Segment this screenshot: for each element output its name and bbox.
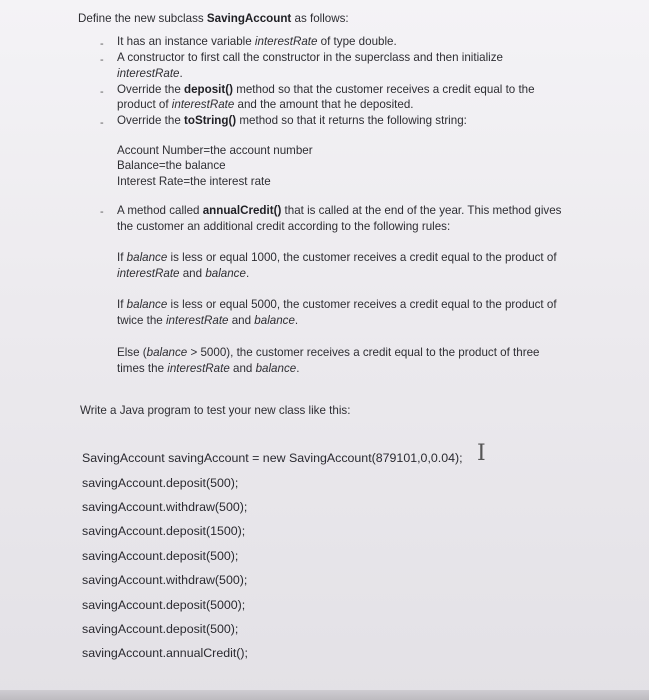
rule-1-line2 [117, 266, 249, 282]
method-name: deposit() [184, 83, 233, 96]
bullet-annual-credit-line1 [117, 203, 561, 219]
rule-text: times the [117, 362, 168, 375]
bullet-marker: - [100, 86, 104, 98]
field-name: interestRate [117, 67, 180, 80]
punctuation: . [296, 362, 300, 375]
program-intro: Write a Java program to test your new class like this: [80, 404, 351, 417]
bullet-text-end: that is called at the end of the year. This method gives [281, 204, 562, 217]
variable-name: interestRate [117, 267, 180, 280]
bullet-text-end: method so that it returns the following string: [236, 114, 467, 127]
variable-name: balance [254, 314, 295, 327]
code-line: savingAccount.withdraw(500); [82, 573, 248, 587]
page-bottom-edge [0, 690, 649, 700]
bullet-text: product of [117, 98, 172, 111]
intro-text: Define the new subclass [78, 12, 207, 25]
output-balance: Balance=the balance [117, 159, 226, 172]
text-cursor-icon: I [477, 441, 486, 466]
field-name: interestRate [254, 35, 318, 48]
rule-text: is less or equal 5000, the customer receives a credit equal to the product of [167, 298, 557, 311]
bullet-text: Override the [117, 114, 185, 127]
variable-name: balance [205, 267, 246, 280]
rule-3-line1 [117, 345, 539, 361]
bullet-tostring [117, 113, 467, 129]
intro-line [78, 12, 349, 25]
rule-2-line1 [117, 297, 557, 313]
bullet-marker: - [100, 117, 104, 129]
rule-text: Else ( [117, 346, 147, 359]
field-name: interestRate [171, 98, 235, 111]
variable-name: balance [126, 251, 168, 264]
bullet-marker: - [100, 206, 104, 218]
intro-text-end: as follows: [291, 12, 349, 25]
bullet-text-end: method so that the customer receives a credit equal to the [232, 83, 535, 96]
variable-name: balance [126, 298, 168, 311]
bullet-text-end: of type double. [317, 35, 397, 48]
code-line: SavingAccount savingAccount = new SavingAccount(879101,0,0.04); [82, 451, 463, 465]
rule-text: is less or equal 1000, the customer receives a credit equal to the product of [167, 251, 557, 264]
code-line: savingAccount.withdraw(500); [82, 500, 248, 514]
bullet-marker: - [100, 54, 104, 66]
bullet-constructor-line1: A constructor to first call the constructor in the superclass and then initialize [117, 51, 504, 64]
method-name: toString() [184, 114, 237, 127]
rule-text: and [228, 314, 255, 327]
code-line: savingAccount.deposit(1500); [82, 524, 246, 538]
variable-name: balance [146, 346, 188, 359]
bullet-text: A method called [117, 204, 203, 217]
bullet-instance-variable [117, 34, 397, 50]
code-line: savingAccount.annualCredit(); [82, 646, 248, 660]
punctuation: . [294, 314, 299, 327]
output-account-number: Account Number=the account number [117, 144, 313, 157]
class-name: SavingAccount [206, 12, 292, 25]
rule-2-line2 [117, 313, 298, 329]
bullet-marker: - [100, 38, 104, 50]
punctuation: . [179, 67, 183, 80]
variable-name: interestRate [165, 314, 229, 327]
bullet-annual-credit-line2: the customer an additional credit according to the following rules: [117, 220, 451, 233]
bullet-text: Override the [117, 83, 185, 96]
rule-text: and [229, 362, 256, 375]
variable-name: interestRate [167, 362, 230, 375]
rule-1-line1 [117, 250, 557, 266]
rule-text: If [117, 298, 127, 311]
rule-text: twice the [117, 314, 166, 327]
rule-text: > 5000), the customer receives a credit equal to the product of three [187, 346, 540, 359]
rule-text: If [117, 251, 127, 264]
output-interest-rate: Interest Rate=the interest rate [117, 175, 271, 188]
bullet-constructor-line2 [117, 66, 183, 82]
rule-3-line2 [117, 361, 299, 377]
method-name: annualCredit() [202, 204, 282, 217]
code-line: savingAccount.deposit(5000); [82, 598, 246, 612]
punctuation: . [245, 267, 250, 280]
bullet-deposit-line1 [117, 82, 535, 98]
bullet-text-end: and the amount that he deposited. [234, 98, 414, 111]
code-line: savingAccount.deposit(500); [82, 549, 239, 563]
rule-text: and [179, 267, 206, 280]
variable-name: balance [255, 362, 297, 375]
code-line: savingAccount.deposit(500); [82, 476, 239, 490]
bullet-deposit-line2 [117, 97, 414, 113]
code-line: savingAccount.deposit(500); [82, 622, 239, 636]
bullet-text: It has an instance variable [117, 35, 255, 48]
